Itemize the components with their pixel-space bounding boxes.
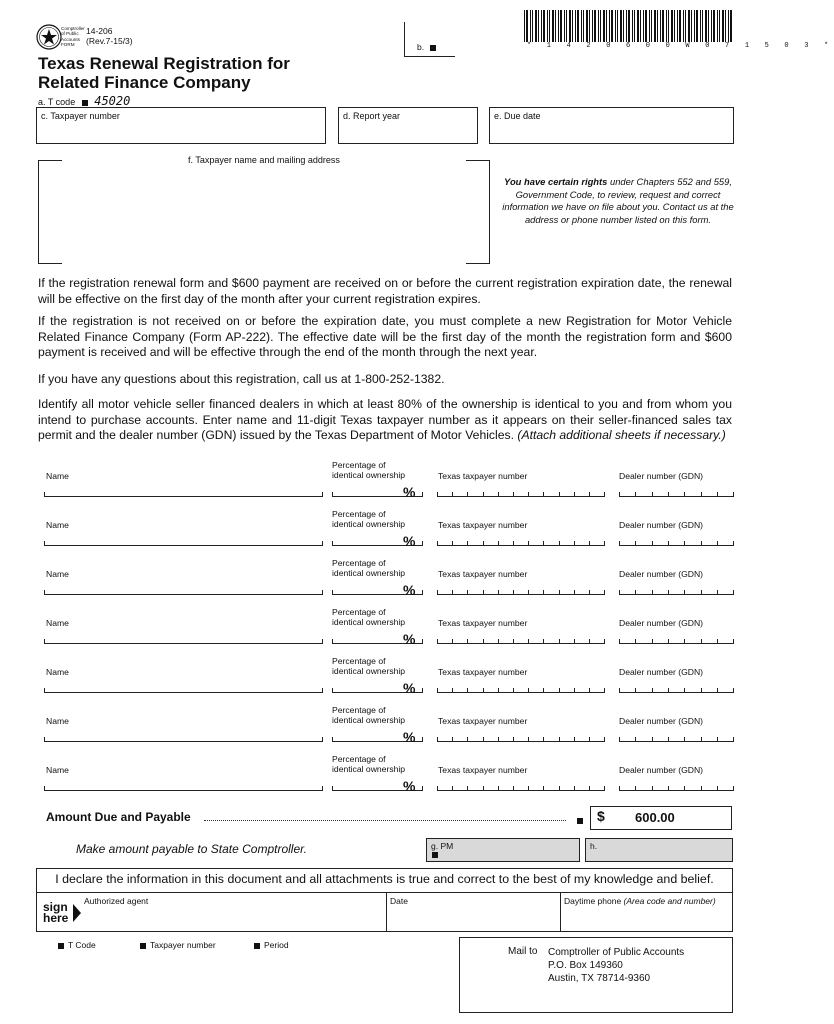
footer-period: Period [254, 940, 289, 950]
declaration-text: I declare the information in this document and all attachments is true and correct to the best of my knowledge and belief. [55, 872, 714, 886]
dealer-name-label: Name [46, 716, 69, 726]
marker-square-icon [254, 943, 260, 949]
barcode-bar [717, 10, 718, 42]
barcode-bar [594, 10, 596, 42]
percent-symbol: % [403, 582, 416, 598]
barcode-bar [560, 10, 562, 42]
barcode-bar [700, 10, 701, 42]
barcode-bar [606, 10, 607, 42]
texas-taxpayer-number-input[interactable] [437, 545, 604, 546]
barcode-bar [620, 10, 622, 42]
barcode-bar [643, 10, 644, 42]
name-address-label: f. Taxpayer name and mailing address [188, 155, 340, 165]
marker-square-icon [82, 100, 88, 106]
ownership-percent-label: Percentage of identical ownership [332, 607, 406, 627]
rights-notice-bold: You have certain rights [504, 176, 608, 187]
h-field [585, 838, 733, 862]
dealer-name-label: Name [46, 520, 69, 530]
form-revision: (Rev.7-15/3) [86, 36, 133, 46]
amount-leader-dots [204, 820, 566, 821]
barcode-bar [611, 10, 613, 42]
ownership-percent-label: Percentage of identical ownership [332, 460, 406, 480]
barcode-bar [586, 10, 588, 42]
taxpayer-number-column-label: Texas taxpayer number [438, 520, 528, 530]
texas-taxpayer-number-input[interactable] [437, 692, 604, 693]
date-label: Date [390, 896, 408, 906]
dealer-name-input[interactable] [44, 496, 322, 497]
instruction-paragraph-3: If you have any questions about this registration, call us at 1-800-252-1382. [38, 372, 445, 386]
barcode-bar [538, 10, 539, 42]
dealer-name-input[interactable] [44, 643, 322, 644]
dealer-number-column-label: Dealer number (GDN) [619, 569, 704, 579]
barcode-bar [552, 10, 554, 42]
barcode-bar [662, 10, 664, 42]
sign-here-line-2: here [43, 911, 69, 925]
g-pm-field [426, 838, 580, 862]
barcode-bar [603, 10, 605, 42]
texas-taxpayer-number-input[interactable] [437, 643, 604, 644]
instruction-paragraph-1: If the registration renewal form and $600 payment are received on or before the current registration expiration date, the renewal will be effective on the first day of the month after your current registration expires. [38, 276, 732, 306]
barcode-bar [577, 10, 579, 42]
footer-taxpayer-number: Taxpayer number [140, 940, 216, 950]
amount-label: Amount Due and Payable [46, 810, 191, 824]
barcode-bar [623, 10, 624, 42]
barcode-bar [728, 10, 729, 42]
barcode-bar [671, 10, 673, 42]
barcode-bar [558, 10, 559, 42]
rights-notice [502, 176, 734, 226]
ownership-percent-label: Percentage of identical ownership [332, 656, 406, 676]
barcode-bar [589, 10, 590, 42]
currency-symbol: $ [597, 808, 605, 824]
barcode-bar [615, 10, 616, 42]
dealer-number-column-label: Dealer number (GDN) [619, 471, 704, 481]
form-number: 14-206 [86, 26, 113, 36]
mail-to-box [459, 937, 733, 1013]
barcode-bar [677, 10, 678, 42]
barcode-bar [730, 10, 732, 42]
authorized-agent-label: Authorized agent [84, 896, 149, 906]
texas-taxpayer-number-input[interactable] [437, 496, 604, 497]
barcode-bar [532, 10, 533, 42]
sign-here-line-1: sign [43, 900, 68, 914]
barcode-bar [674, 10, 675, 42]
barcode-bar [530, 10, 531, 42]
dealer-number-column-label: Dealer number (GDN) [619, 765, 704, 775]
agency-logo-text: Comptroller of Public Accounts FORM [61, 26, 85, 48]
dealer-name-label: Name [46, 765, 69, 775]
taxpayer-number-column-label: Texas taxpayer number [438, 471, 528, 481]
barcode-bar [702, 10, 703, 42]
barcode-bar [555, 10, 556, 42]
taxpayer-number-column-label: Texas taxpayer number [438, 667, 528, 677]
dealer-name-label: Name [46, 618, 69, 628]
marker-square-icon [140, 943, 146, 949]
dealer-name-input[interactable] [44, 790, 322, 791]
texas-taxpayer-number-input[interactable] [437, 594, 604, 595]
agency-logo [36, 24, 84, 50]
ownership-percent-label: Percentage of identical ownership [332, 705, 406, 725]
due-date-field[interactable] [489, 107, 734, 144]
texas-taxpayer-number-input[interactable] [437, 790, 604, 791]
sign-here-marker [43, 902, 68, 924]
taxpayer-number-label: c. Taxpayer number [41, 111, 120, 121]
percent-symbol: % [403, 631, 416, 647]
barcode-bar [547, 10, 548, 42]
amount-due-field[interactable] [590, 806, 732, 830]
daytime-phone-field[interactable] [561, 893, 732, 932]
barcode-bar [543, 10, 545, 42]
barcode-bar [541, 10, 542, 42]
marker-square-icon [432, 852, 438, 858]
barcode-bar [725, 10, 726, 42]
barcode-bar [679, 10, 681, 42]
authorized-agent-field[interactable] [81, 893, 387, 932]
barcode-bar [549, 10, 550, 42]
mail-line-1: Comptroller of Public Accounts [548, 947, 685, 958]
barcode-bar [581, 10, 582, 42]
marker-square-icon [430, 45, 436, 51]
amount-due-value: 600.00 [635, 810, 675, 825]
barcode-bar [668, 10, 669, 42]
barcode-bar [572, 10, 573, 42]
dealer-number-column-label: Dealer number (GDN) [619, 716, 704, 726]
tcode-row [38, 94, 130, 108]
barcode-bar [569, 10, 571, 42]
marker-square-icon [58, 943, 64, 949]
ownership-percent-label: Percentage of identical ownership [332, 509, 406, 529]
dealer-name-input[interactable] [44, 545, 322, 546]
instruction-paragraph-4 [38, 397, 732, 444]
barcode-bar [708, 10, 709, 42]
barcode-bar [535, 10, 537, 42]
barcode-bar [524, 10, 525, 42]
barcode [522, 10, 738, 44]
mail-line-3: Austin, TX 78714-9360 [548, 973, 651, 984]
barcode-bar [564, 10, 565, 42]
dealer-name-input[interactable] [44, 741, 322, 742]
mail-line-2: P.O. Box 149360 [548, 960, 623, 971]
mail-address [548, 946, 684, 985]
sign-arrow-icon [73, 904, 81, 922]
percent-symbol: % [403, 533, 416, 549]
h-label: h. [590, 841, 598, 851]
barcode-bar [583, 10, 584, 42]
barcode-bar [617, 10, 618, 42]
page-title [38, 54, 290, 92]
barcode-text: * 1 4 2 0 6 0 0 W 0 7 1 5 0 3 * [527, 42, 834, 50]
barcode-bar [634, 10, 635, 42]
percent-symbol: % [403, 729, 416, 745]
barcode-bar [688, 10, 690, 42]
dealer-number-column-label: Dealer number (GDN) [619, 520, 704, 530]
dealer-number-column-label: Dealer number (GDN) [619, 618, 704, 628]
payable-note: Make amount payable to State Comptroller. [76, 842, 308, 856]
due-date-label: e. Due date [494, 111, 541, 121]
barcode-bar [575, 10, 576, 42]
barcode-bar [592, 10, 593, 42]
barcode-bar [628, 10, 630, 42]
barcode-bar [637, 10, 639, 42]
name-address-field[interactable] [38, 155, 490, 264]
barcode-bar [649, 10, 650, 42]
mail-to-label: Mail to [508, 946, 538, 957]
barcode-bar [685, 10, 686, 42]
percent-symbol: % [403, 680, 416, 696]
attach-sheets-note: (Attach additional sheets if necessary.) [517, 428, 726, 442]
barcode-bar [719, 10, 720, 42]
barcode-bar [645, 10, 647, 42]
taxpayer-number-field[interactable] [36, 107, 326, 144]
barcode-bar [666, 10, 667, 42]
g-pm-label: g. PM [431, 841, 454, 851]
dealer-name-label: Name [46, 569, 69, 579]
percent-symbol: % [403, 778, 416, 794]
footer-tcode: T Code [58, 940, 96, 950]
barcode-bar [691, 10, 692, 42]
title-line-1: Texas Renewal Registration for [38, 54, 290, 73]
barcode-bar [683, 10, 684, 42]
taxpayer-number-column-label: Texas taxpayer number [438, 716, 528, 726]
daytime-phone-hint: (Area code and number) [623, 896, 716, 906]
ownership-percent-label: Percentage of identical ownership [332, 558, 406, 578]
barcode-bar [713, 10, 715, 42]
tcode-label: a. T code [38, 97, 76, 107]
rights-notice-text: under Chapters 552 and 559, Government Code, to review, request and correct information we have on file about you. Contact us at the address or phone number listed on this form. [502, 176, 734, 225]
report-year-label: d. Report year [343, 111, 401, 121]
dealer-name-label: Name [46, 471, 69, 481]
date-field[interactable] [387, 893, 561, 932]
barcode-bar [660, 10, 661, 42]
barcode-bar [722, 10, 724, 42]
texas-star-seal-icon [36, 24, 62, 50]
barcode-bar [696, 10, 698, 42]
barcode-bar [609, 10, 610, 42]
report-year-field[interactable] [338, 107, 478, 144]
percent-symbol: % [403, 484, 416, 500]
barcode-bar [626, 10, 627, 42]
ownership-percent-label: Percentage of identical ownership [332, 754, 406, 774]
tcode-value: 45020 [94, 94, 131, 108]
barcode-bar [526, 10, 528, 42]
marker-square-icon [577, 818, 583, 824]
texas-taxpayer-number-input[interactable] [437, 741, 604, 742]
barcode-bar [632, 10, 633, 42]
barcode-bar [705, 10, 707, 42]
taxpayer-number-column-label: Texas taxpayer number [438, 569, 528, 579]
barcode-bar [640, 10, 641, 42]
barcode-bar [566, 10, 567, 42]
declaration-block [36, 868, 733, 932]
taxpayer-number-column-label: Texas taxpayer number [438, 618, 528, 628]
b-label: b. [417, 42, 425, 52]
dealer-number-column-label: Dealer number (GDN) [619, 667, 704, 677]
dealer-name-input[interactable] [44, 594, 322, 595]
barcode-bar [600, 10, 601, 42]
dealer-name-input[interactable] [44, 692, 322, 693]
daytime-phone-label: Daytime phone (Area code and number) [564, 896, 716, 906]
barcode-bar [694, 10, 695, 42]
instruction-paragraph-2: If the registration is not received on or before the expiration date, you must complete a new Registration for Motor Vehicle Related Finance Company (Form AP-222). The effective date will be the first day of the month the registration form and $600 payment is received and will be effective through the end of the month through the next year. [38, 314, 732, 359]
barcode-bar [657, 10, 658, 42]
taxpayer-number-column-label: Texas taxpayer number [438, 765, 528, 775]
instruction-paragraph-4-main: Identify all motor vehicle seller financed dealers in which at least 80% of the ownership is identical to you and from whom you intend to purchase accounts. Enter name and 11-digit Texas taxpayer number as it appears on their seller-financed sales tax permit and the dealer number (GDN) issued by the Texas Department of Motor Vehicles. [38, 397, 732, 442]
dealer-name-label: Name [46, 667, 69, 677]
barcode-bar [654, 10, 656, 42]
barcode-bar [598, 10, 599, 42]
barcode-bar [651, 10, 652, 42]
barcode-bar [711, 10, 712, 42]
title-line-2: Related Finance Company [38, 73, 251, 92]
b-field [404, 22, 455, 57]
